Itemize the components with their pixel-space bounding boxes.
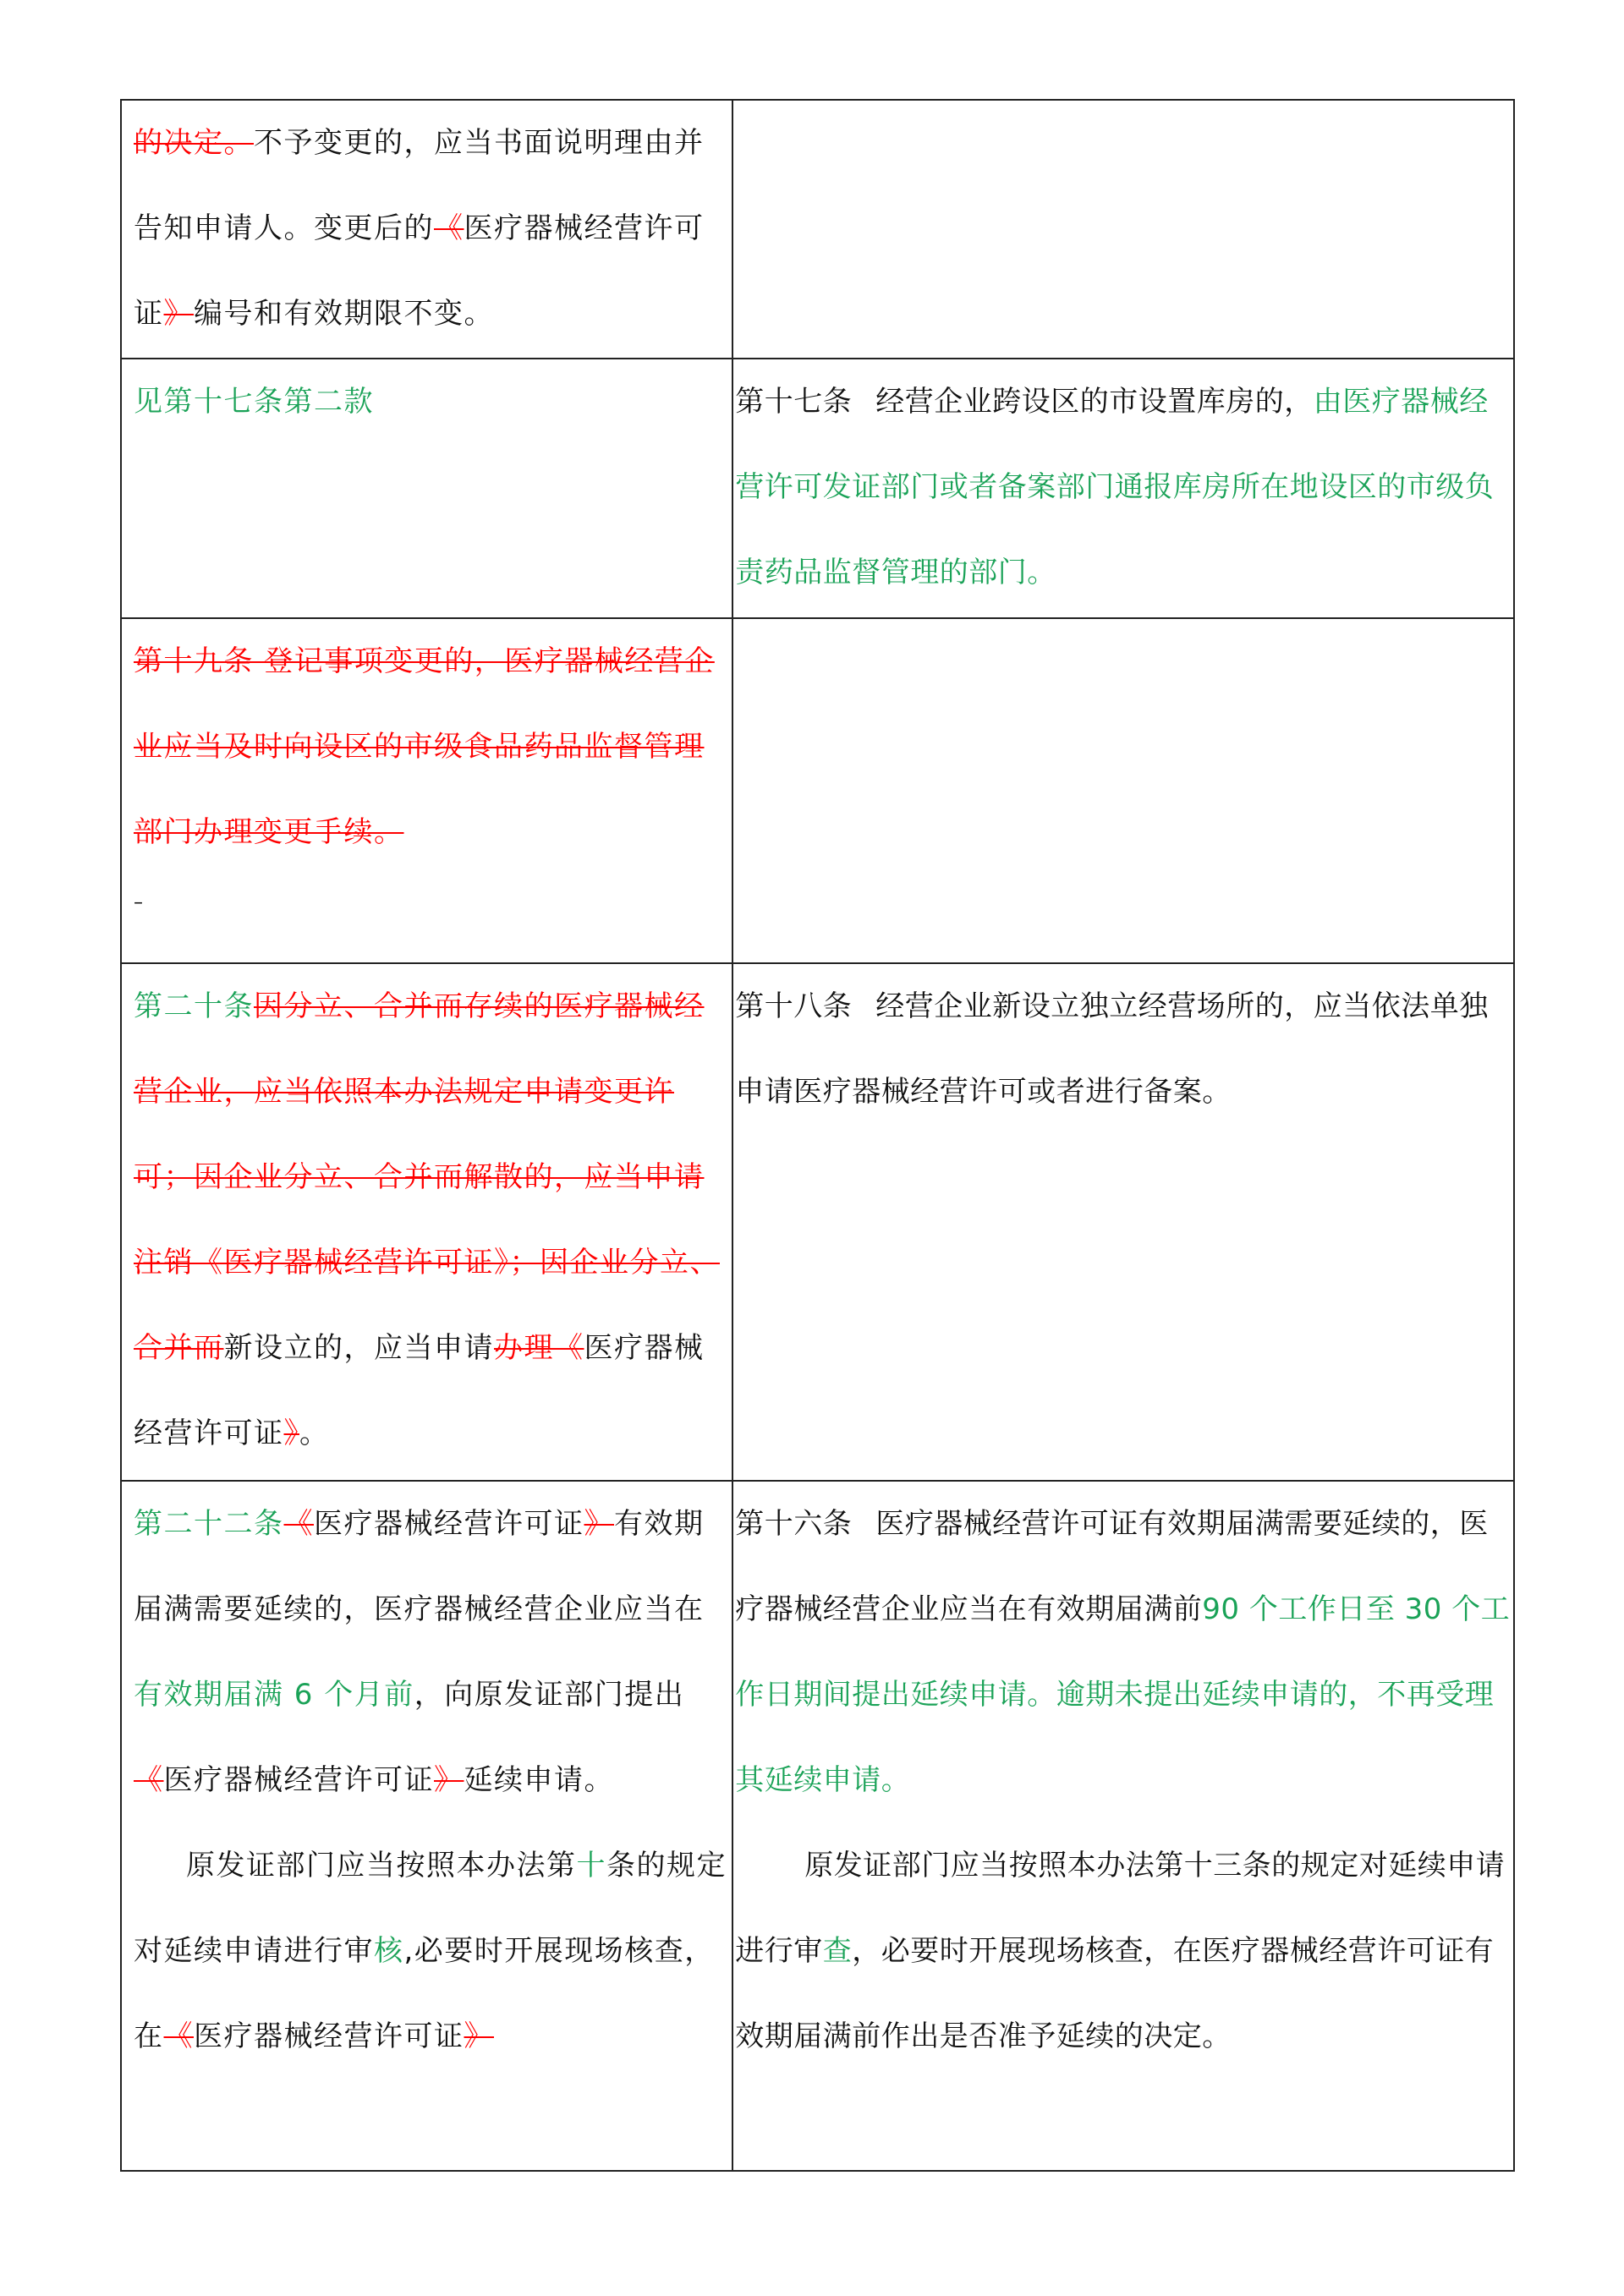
added-text: 查 xyxy=(822,1934,853,1968)
right-cell xyxy=(732,100,1514,359)
deleted-text: 的决定。 xyxy=(134,126,254,160)
added-text: 90 个工作日至 30 个工作日期间提出延续申请。逾期未提出延续申请的，不再受理其延续申请。 xyxy=(735,1592,1511,1797)
text: 医疗器械经营许可证 xyxy=(314,1507,584,1541)
deleted-text: 《 xyxy=(163,2019,194,2053)
deleted-text: 办理《 xyxy=(494,1331,584,1365)
text: 原发证部门应当按照本办法第十三条的规定对延续申请进行审 xyxy=(735,1849,1506,1968)
text: 延续申请。 xyxy=(464,1763,614,1797)
text: 编号和有效期限不变。 xyxy=(194,297,494,331)
added-text: 有效期届满 6 个月前 xyxy=(134,1678,414,1712)
text: 医疗器械经营许可证 xyxy=(163,1763,434,1797)
deleted-text: 因分立、合并而存续的医疗器械经营企业，应当依照本办法规定申请变更许可；因企业分立、合并而解散的，应当申请注销《医疗器械经营许可证》；因企业分立、合并而 xyxy=(134,989,720,1365)
comparison-table xyxy=(120,99,1515,2172)
text: 原发证部门应当按照本办法第 xyxy=(186,1849,577,1882)
left-cell xyxy=(121,359,732,618)
deleted-text: 》 xyxy=(283,1417,299,1450)
added-text: 第二十条 xyxy=(134,989,254,1023)
text: 条的规定对延续申请进行审 xyxy=(134,1849,727,1968)
left-cell xyxy=(121,100,732,359)
added-text: 核 xyxy=(374,1934,404,1968)
deleted-text: 》 xyxy=(434,1763,464,1797)
text: 有效期届满需要延续的，医疗器械经营企业应当在 xyxy=(134,1507,705,1626)
text: ，向原发证部门提出 xyxy=(414,1678,685,1712)
added-text: 见第十七条第二款 xyxy=(134,385,374,419)
deleted-text: 《 xyxy=(283,1507,314,1541)
table-row xyxy=(121,963,1514,1481)
text: 不予变更的，应当书面说明理由并告知申请人。变更后的 xyxy=(134,126,705,245)
paragraph xyxy=(735,1823,1511,2080)
text: ,必要时开展现场核查，在 xyxy=(134,1934,715,2053)
right-cell xyxy=(732,1481,1514,2171)
text: 新设立的，应当申请 xyxy=(223,1331,494,1365)
article-number: 第十六条 xyxy=(735,1507,853,1541)
deleted-text: 《 xyxy=(434,211,464,245)
added-text: 十 xyxy=(576,1849,606,1882)
right-cell xyxy=(732,963,1514,1481)
left-cell xyxy=(121,963,732,1481)
deleted-text: 》 xyxy=(464,2019,494,2053)
right-cell xyxy=(732,618,1514,963)
text: 医疗器械经营许可证有效期届满需要延续的，医疗器械经营企业应当在有效期届满前 xyxy=(735,1507,1489,1626)
paragraph-mark: – xyxy=(134,892,145,913)
text: 经营企业跨设区的市设置库房的， xyxy=(875,385,1314,419)
table-row xyxy=(121,100,1514,359)
article-number: 第十七条 xyxy=(735,385,853,419)
left-cell xyxy=(121,1481,732,2171)
text: 经营企业新设立独立经营场所的，应当依法单独申请医疗器械经营许可或者进行备案。 xyxy=(735,989,1489,1109)
paragraph xyxy=(134,1823,729,2080)
right-cell xyxy=(732,359,1514,618)
left-cell xyxy=(121,618,732,963)
added-text: 第二十二条 xyxy=(134,1507,284,1541)
deleted-text: 》 xyxy=(584,1507,614,1541)
deleted-text: 第十九条 登记事项变更的，医疗器械经营企业应当及时向设区的市级食品药品监督管理部门办理变更手续。 xyxy=(134,644,715,849)
text: ，必要时开展现场核查，在医疗器械经营许可证有效期届满前作出是否准予延续的决定。 xyxy=(735,1934,1495,2053)
text: 医疗器械经营许可证 xyxy=(134,1331,705,1450)
article-number: 第十八条 xyxy=(735,989,853,1023)
text: 医疗器械经营许可证 xyxy=(194,2019,464,2053)
deleted-text: 》 xyxy=(163,297,194,331)
text: 医疗器械经营许可证 xyxy=(134,211,705,331)
table-row xyxy=(121,359,1514,618)
table-row xyxy=(121,1481,1514,2171)
added-text: 由医疗器械经营许可发证部门或者备案部门通报库房所在地设区的市级负责药品监督管理的部门。 xyxy=(735,385,1495,589)
table-row xyxy=(121,618,1514,963)
text: 。 xyxy=(299,1417,330,1450)
deleted-text: 《 xyxy=(134,1763,164,1797)
